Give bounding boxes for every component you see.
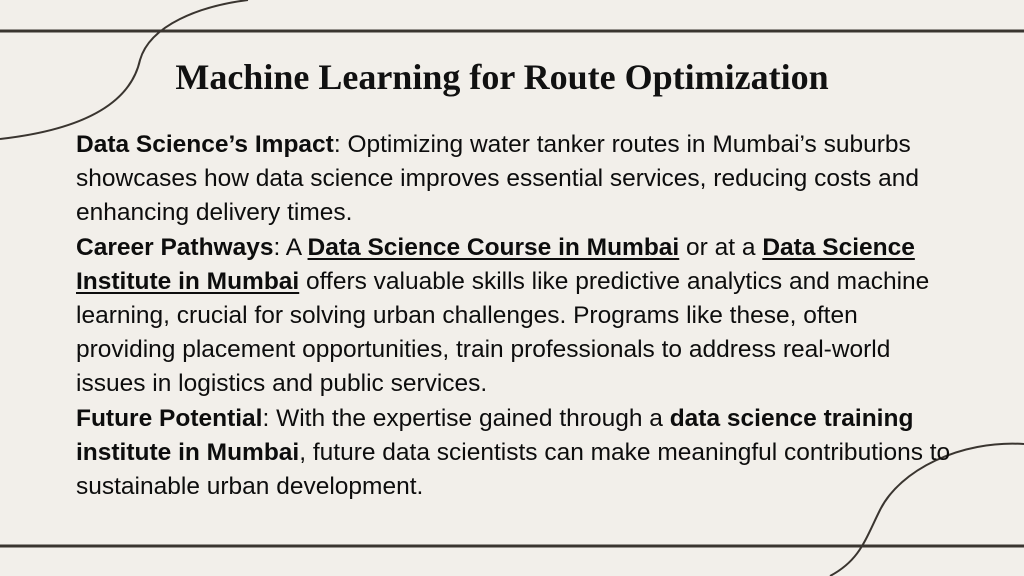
paragraph-impact xyxy=(76,128,956,231)
future-text-1: : With the expertise gained through a xyxy=(262,404,670,432)
career-text-3: offers valuable skills like predictive analytics and machine learning, crucial for solving urban challenges. Programs like these, often providing placement opportunities, train professionals to address real-world issues in logistics and public services. xyxy=(76,267,930,398)
institute-link[interactable]: Data Science Institute in Mumbai xyxy=(76,233,915,295)
slide-body xyxy=(76,128,956,504)
future-heading: Future Potential xyxy=(76,404,263,432)
impact-text: : Optimizing water tanker routes in Mumbai’s suburbs showcases how data science improves essential services, reducing costs and enhancing delivery times. xyxy=(76,131,919,227)
career-heading: Career Pathways xyxy=(76,233,274,261)
paragraph-future xyxy=(76,402,956,505)
training-institute-bold: data science training institute in Mumbai xyxy=(76,404,914,466)
future-text-2: , future data scientists can make meaningful contributions to sustainable urban development. xyxy=(76,438,951,501)
paragraph-career xyxy=(76,231,956,402)
career-text-1: : A xyxy=(273,233,308,261)
career-text-2: or at a xyxy=(679,233,763,261)
impact-heading: Data Science’s Impact xyxy=(76,131,334,158)
course-link[interactable]: Data Science Course in Mumbai xyxy=(307,233,680,261)
slide-title: Machine Learning for Route Optimization xyxy=(175,57,829,97)
